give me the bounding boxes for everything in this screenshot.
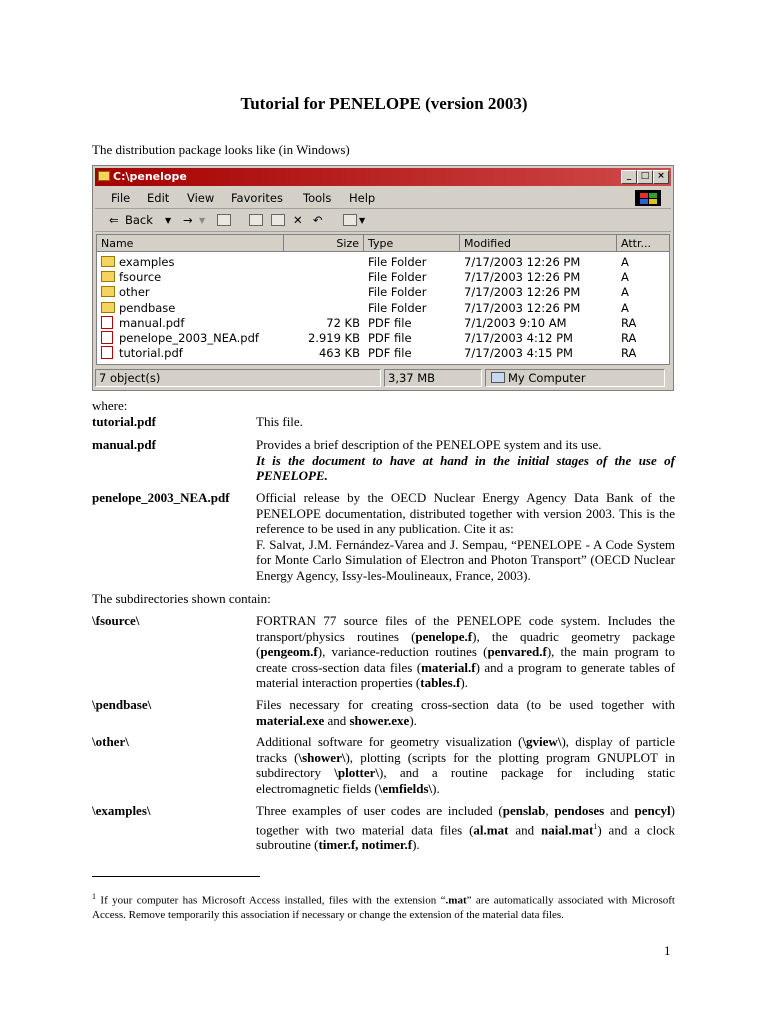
file-type-cell: File Folder: [368, 255, 427, 269]
folder-icon: [101, 271, 115, 282]
file-modified-cell: 7/1/2003 9:10 AM: [464, 315, 567, 330]
desc-nea-citation: F. Salvat, J.M. Fernández-Varea and J. Sempau, “PENELOPE - A Code System for Monte Carlo Simulation of Electron and Photon Transport” (OECD Nuclear Energy Agency, Issy-les-Moulineaux, France, 2003).: [256, 536, 675, 583]
where-label: where:: [92, 398, 128, 413]
desc-tutorial: This file.: [256, 414, 303, 429]
up-folder-icon[interactable]: [217, 214, 231, 226]
desc-examples: Three examples of user codes are included (penslab, pendoses and pencyl) together with two material data files (al.mat and naial.mat$^1$) and a clock subroutine (timer.f, notimer.f).: [256, 803, 675, 853]
back-arrow-icon[interactable]: ⇐: [109, 213, 119, 227]
column-modified[interactable]: Modified: [460, 235, 617, 252]
status-objects: 7 object(s): [95, 369, 381, 387]
file-size-cell: 72 KB: [326, 315, 360, 330]
file-name-cell: other: [119, 285, 150, 300]
menu-bar: [95, 188, 671, 209]
views-dropdown-icon[interactable]: ▼: [359, 216, 366, 225]
file-type-cell: File Folder: [368, 285, 427, 300]
file-row[interactable]: [97, 270, 669, 285]
file-row[interactable]: [97, 301, 669, 316]
forward-arrow-icon[interactable]: →: [183, 213, 193, 227]
file-type-cell: File Folder: [368, 270, 427, 285]
file-type-cell: PDF file: [368, 346, 412, 361]
file-row[interactable]: [97, 285, 669, 300]
file-list: [96, 234, 670, 365]
explorer-window: [92, 165, 674, 391]
folder-icon: [101, 302, 115, 313]
file-modified-cell: 7/17/2003 12:26 PM: [464, 270, 581, 285]
document-title: Tutorial for PENELOPE (version 2003): [240, 94, 528, 113]
footnote-ref: 1: [593, 821, 598, 831]
pdf-file-icon: [101, 346, 113, 359]
term-other: \other\: [92, 734, 129, 749]
windows-logo-icon: [635, 190, 661, 206]
term-nea: penelope_2003_NEA.pdf: [92, 490, 230, 505]
back-button[interactable]: Back: [125, 213, 153, 227]
intro-text: The distribution package looks like (in Windows): [92, 142, 350, 157]
file-attr-cell: A: [621, 255, 629, 269]
desc-pendbase: Files necessary for creating cross-section data (to be used together with material.exe and shower.exe).: [256, 697, 675, 728]
file-attr-cell: A: [621, 285, 629, 300]
file-size-cell: 2.919 KB: [307, 331, 360, 345]
term-examples: \examples\: [92, 803, 151, 818]
file-attr-cell: A: [621, 270, 629, 285]
column-size[interactable]: Size: [284, 235, 364, 252]
copy-to-icon[interactable]: [271, 214, 285, 226]
subdirs-intro: The subdirectories shown contain:: [92, 591, 271, 606]
file-type-cell: File Folder: [368, 300, 427, 315]
file-row[interactable]: [97, 255, 669, 270]
file-type-cell: PDF file: [368, 331, 412, 345]
file-modified-cell: 7/17/2003 4:12 PM: [464, 331, 573, 345]
footnote-divider: [92, 876, 260, 877]
page-number: 1: [664, 943, 671, 958]
close-button[interactable]: ×: [653, 170, 669, 184]
toolbar: [95, 209, 671, 232]
status-bar: [95, 369, 671, 387]
menu-edit[interactable]: Edit: [147, 191, 170, 205]
menu-favorites[interactable]: Favorites: [231, 191, 283, 205]
file-row[interactable]: [97, 346, 669, 361]
term-pendbase: \pendbase\: [92, 697, 152, 712]
computer-icon: [491, 372, 505, 383]
back-dropdown-icon[interactable]: ▼: [165, 216, 172, 225]
menu-file[interactable]: File: [111, 191, 131, 205]
term-tutorial: tutorial.pdf: [92, 414, 156, 429]
term-manual: manual.pdf: [92, 437, 156, 452]
file-modified-cell: 7/17/2003 12:26 PM: [464, 255, 581, 269]
window-title: C:\penelope: [113, 170, 187, 183]
file-name-cell: penelope_2003_NEA.pdf: [119, 331, 259, 345]
column-name[interactable]: Name: [97, 235, 284, 252]
file-modified-cell: 7/17/2003 4:15 PM: [464, 346, 573, 361]
file-attr-cell: RA: [621, 315, 637, 330]
term-fsource: \fsource\: [92, 613, 140, 628]
column-type[interactable]: Type: [364, 235, 460, 252]
pdf-file-icon: [101, 331, 113, 344]
file-name-cell: manual.pdf: [119, 315, 185, 330]
status-size: 3,37 MB: [384, 369, 482, 387]
desc-manual: [256, 437, 675, 484]
window-titlebar[interactable]: [95, 168, 671, 186]
desc-manual-emphasis: It is the document to have at hand in the initial stages of the use of PENELOPE.: [256, 452, 675, 483]
folder-icon: [101, 286, 115, 297]
desc-nea-text: Official release by the OECD Nuclear Energy Agency Data Bank of the PENELOPE documentation, distributed together with version 2003. This is the reference to be used in any publication. Cite it as:: [256, 490, 675, 536]
file-type-cell: PDF file: [368, 315, 412, 330]
file-attr-cell: RA: [621, 331, 637, 345]
delete-icon[interactable]: ✕: [293, 213, 303, 227]
footnote: $^1$ If your computer has Microsoft Access installed, files with the extension “.mat” are automatically associated with Microsoft Access. Remove temporarily this association if necessary or change the extension of the material data files.: [92, 892, 675, 921]
folder-icon: [101, 256, 115, 267]
menu-help[interactable]: Help: [349, 191, 376, 205]
desc-nea: [256, 490, 675, 583]
desc-manual-text: Provides a brief description of the PENELOPE system and its use.: [256, 437, 602, 452]
file-modified-cell: 7/17/2003 12:26 PM: [464, 300, 581, 315]
minimize-button[interactable]: _: [621, 170, 637, 184]
file-row[interactable]: [97, 331, 669, 346]
desc-fsource: FORTRAN 77 source files of the PENELOPE code system. Includes the transport/physics routines (penelope.f), the quadric geometry package (pengeom.f), variance-reduction routines (penvared.f), the main program to create cross-section data files (material.f) and a program to generate tables of material interaction properties (tables.f).: [256, 613, 676, 690]
file-modified-cell: 7/17/2003 12:26 PM: [464, 285, 581, 300]
menu-tools[interactable]: Tools: [303, 191, 332, 205]
maximize-button[interactable]: □: [637, 170, 653, 184]
status-location: My Computer: [485, 369, 665, 387]
footnote-mark: 1: [92, 892, 96, 901]
desc-other: Additional software for geometry visualization (\gview\), display of particle tracks (\shower\), plotting (scripts for the plotting program GNUPLOT in subdirectory \plotter\), and a routine package for including static electromagnetic fields (\emfields\).: [256, 734, 676, 796]
undo-icon[interactable]: ↶: [313, 213, 323, 227]
menu-view[interactable]: View: [187, 191, 215, 205]
move-to-icon[interactable]: [249, 214, 263, 226]
folder-icon: [98, 171, 110, 181]
file-name-cell: pendbase: [119, 300, 176, 315]
column-attr[interactable]: Attr...: [617, 235, 670, 252]
forward-dropdown-icon[interactable]: ▼: [199, 216, 206, 225]
file-attr-cell: A: [621, 300, 629, 315]
file-attr-cell: RA: [621, 346, 637, 361]
file-row[interactable]: [97, 316, 669, 331]
file-name-cell: fsource: [119, 270, 162, 285]
views-icon[interactable]: [343, 214, 357, 226]
file-name-cell: examples: [119, 255, 175, 269]
file-size-cell: 463 KB: [318, 346, 360, 361]
file-name-cell: tutorial.pdf: [119, 346, 183, 361]
pdf-file-icon: [101, 316, 113, 329]
